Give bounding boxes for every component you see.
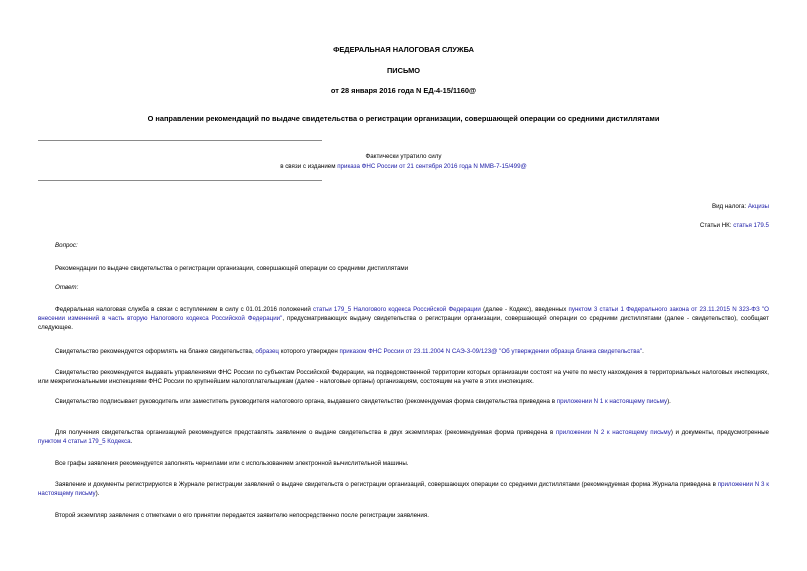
answer-paragraph-8: [38, 512, 769, 521]
p4-text-2: ).: [667, 398, 671, 405]
tax-type-link[interactable]: Акцизы: [747, 203, 769, 210]
answer-paragraph-4: [38, 398, 769, 407]
status-note-line2: [0, 163, 807, 172]
p3-text: Свидетельство рекомендуется выдавать управлениями ФНС России по субъектам Российской Федерации, на подведомственной территории которых организации состоят на учете по месту нахождения в территориальных налоговых инспекциях, или межрегиональными инспекциями ФНС России по крупнейшим налогоплательщикам (далее - налоговые органы) организациям, состоящим на учете в этих инспекциях.: [38, 369, 769, 385]
p1-link-law[interactable]: пунктом 3 статьи 1 Федерального закона от 23.11.2015 N 323-ФЗ "О внесении изменений в часть вторую Налогового кодекса Российской Федерации": [38, 306, 769, 322]
agency-title: ФЕДЕРАЛЬНАЯ НАЛОГОВАЯ СЛУЖБА: [333, 45, 474, 54]
p2-text-3: .: [642, 348, 644, 355]
document-type: ПИСЬМО: [387, 66, 420, 75]
p7-link-appendix-3[interactable]: приложении N 3 к настоящему письму: [38, 481, 769, 497]
document-date-number: от 28 января 2016 года N ЕД-4-15/1160@: [330, 86, 477, 95]
p5-text-1: Для получения свидетельства организацией рекомендуется представлять заявление о выдаче свидетельства в двух экземплярах (рекомендуемая форма приведена в: [55, 429, 556, 436]
question-text: Рекомендации по выдаче свидетельства о регистрации организации, совершающей операции со средними дистиллятами: [55, 265, 409, 272]
p4-link-appendix-1[interactable]: приложении N 1 к настоящему письму: [556, 398, 668, 405]
tax-type-line: [712, 203, 769, 212]
p7-text-2: ).: [95, 489, 100, 497]
p2-link-order[interactable]: приказом ФНС России от 23.11.2004 N САЭ-3-09/123@ "Об утверждении образца бланка свидетельства": [339, 348, 643, 355]
nk-article-link[interactable]: статья 179.5: [733, 222, 769, 229]
divider-bottom: [38, 180, 322, 181]
tax-type-label: Вид налога:: [711, 203, 748, 210]
answer-label: Ответ:: [55, 284, 79, 291]
p5-link-code-article[interactable]: пунктом 4 статьи 179_5 Кодекса: [38, 437, 131, 445]
p4-text-1: Свидетельство подписывает руководитель или заместитель руководителя налогового органа, выдавшего свидетельство (рекомендуемая форма свидетельства приведена в: [55, 398, 557, 405]
p5-text-3: .: [130, 437, 133, 445]
p2-link-sample[interactable]: образец: [255, 348, 279, 355]
answer-paragraph-5: [38, 429, 769, 447]
answer-paragraph-1: [38, 306, 769, 333]
document-subject: О направлении рекомендаций по выдаче свидетельства о регистрации организации, совершающей операции со средними дистиллятами: [147, 114, 660, 123]
p8-text: Второй экземпляр заявления с отметками о его принятии передается заявителю непосредственно после регистрации заявления.: [55, 512, 429, 519]
divider-top: [38, 140, 322, 141]
status-note-prefix: в связи с изданием: [280, 163, 338, 170]
answer-paragraph-2: [38, 348, 769, 357]
repeal-order-link[interactable]: приказа ФНС России от 21 сентября 2016 года N ММВ-7-15/499@: [337, 163, 527, 170]
p1-text-1: Федеральная налоговая служба в связи с вступлением в силу с 01.01.2016 положений: [55, 306, 314, 313]
status-note-line1: Фактически утратило силу: [365, 153, 442, 160]
p5-text-2: ) и документы, предусмотренные: [670, 429, 769, 436]
p6-text: Все графы заявления рекомендуется заполнять чернилами или с использованием электронной вычислительной машины.: [55, 460, 409, 467]
question-label: Вопрос:: [55, 242, 78, 249]
p2-text-2: которого утвержден: [278, 348, 340, 355]
p2-text-1: Свидетельство рекомендуется оформлять на бланке свидетельства,: [55, 348, 256, 355]
nk-article-line: [700, 222, 769, 231]
p7-text-1: Заявление и документы регистрируются в Журнале регистрации заявлений о выдаче свидетельств о регистрации организаций, совершающих операции со средними дистиллятами (рекомендуемая форма Журнала приведена в: [55, 481, 718, 488]
nk-article-label: Статьи НК:: [699, 222, 734, 229]
answer-paragraph-7: [38, 481, 769, 499]
p1-text-3: , предусматривающих выдачу свидетельства о регистрации организации, совершающей операции со средними дистиллятами (далее - свидетельство), сообщает следующее.: [38, 314, 769, 331]
answer-paragraph-6: [38, 460, 769, 469]
answer-paragraph-3: [38, 369, 769, 387]
p1-text-2: (далее - Кодекс), введенных: [480, 306, 569, 313]
p5-link-appendix-2[interactable]: приложении N 2 к настоящему письму: [555, 429, 671, 436]
p1-link-article[interactable]: статьи 179_5 Налогового кодекса Российской Федерации: [313, 306, 481, 313]
